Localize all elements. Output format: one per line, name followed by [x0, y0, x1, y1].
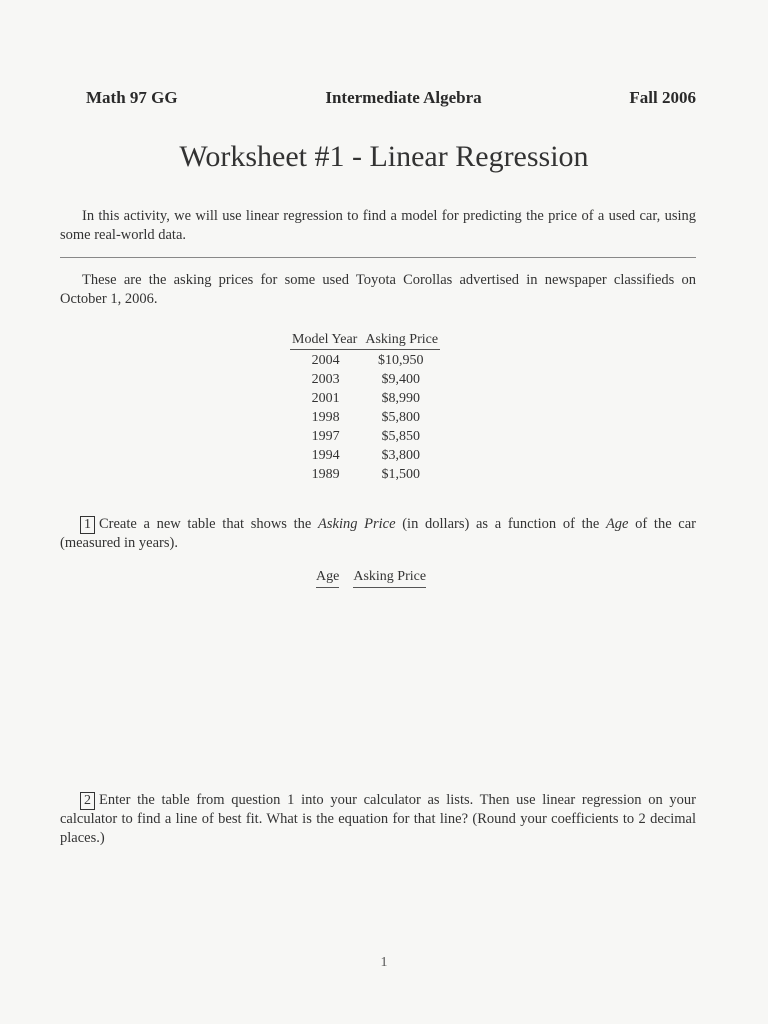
data-intro-text: These are the asking prices for some used Toyota Corollas advertised in newspaper classifieds on October 1, 2006.	[60, 272, 696, 307]
asking-price-cell: $5,850	[381, 428, 420, 444]
model-year-cell: 2001	[311, 390, 340, 406]
q2-text: Enter the table from question 1 into your calculator as lists. Then use linear regression on your calculator to find a line of best fit. What is the equation for that line? (Round your coefficients to 2 decimal places.)	[60, 792, 696, 846]
subject-label: Intermediate Algebra	[325, 88, 482, 107]
table-row	[290, 465, 440, 484]
page-number: 1	[380, 955, 388, 970]
asking-price-cell: $8,990	[381, 390, 420, 406]
table-row	[290, 350, 440, 371]
table-header-asking-price: Asking Price	[361, 331, 440, 350]
answer-table	[316, 569, 426, 588]
q1-emphasis-asking-price: Asking Price	[318, 516, 396, 532]
q1-emphasis-age: Age	[605, 516, 629, 532]
model-year-cell: 2004	[311, 352, 340, 368]
table-row	[290, 427, 440, 446]
q1-text-c: of the car (measured in years).	[60, 516, 697, 551]
asking-price-cell: $1,500	[381, 466, 420, 482]
question-number-box: 2	[80, 792, 95, 810]
table-row	[290, 370, 440, 389]
question-2	[60, 791, 696, 848]
table-row	[290, 446, 440, 465]
course-label: Math 97 GG	[86, 88, 178, 107]
price-table	[290, 331, 440, 484]
asking-price-cell: $5,800	[381, 409, 420, 425]
question-1	[60, 515, 696, 553]
question-number-box: 1	[80, 516, 95, 534]
term-label: Fall 2006	[629, 88, 696, 107]
table-row	[290, 389, 440, 408]
page-header	[86, 88, 696, 112]
model-year-cell: 1994	[311, 447, 340, 463]
table-row	[290, 408, 440, 427]
data-intro-paragraph	[60, 271, 696, 309]
asking-price-cell: $9,400	[381, 371, 420, 387]
answer-header-asking-price: Asking Price	[353, 569, 426, 588]
model-year-cell: 1998	[311, 409, 340, 425]
intro-text: In this activity, we will use linear regression to find a model for predicting the price of a used car, using some real-world data.	[60, 208, 696, 243]
q1-text-a: Create a new table that shows the	[99, 516, 319, 532]
worksheet-title: Worksheet #1 - Linear Regression	[179, 140, 589, 173]
section-divider	[60, 257, 696, 258]
model-year-cell: 2003	[311, 371, 340, 387]
intro-paragraph	[60, 207, 696, 245]
q1-text-b: (in dollars) as a function of the	[395, 516, 606, 532]
asking-price-cell: $10,950	[377, 352, 424, 368]
table-header-model-year: Model Year	[290, 331, 361, 350]
answer-header-age: Age	[316, 569, 339, 588]
model-year-cell: 1997	[311, 428, 340, 444]
model-year-cell: 1989	[311, 466, 340, 482]
asking-price-cell: $3,800	[381, 447, 420, 463]
